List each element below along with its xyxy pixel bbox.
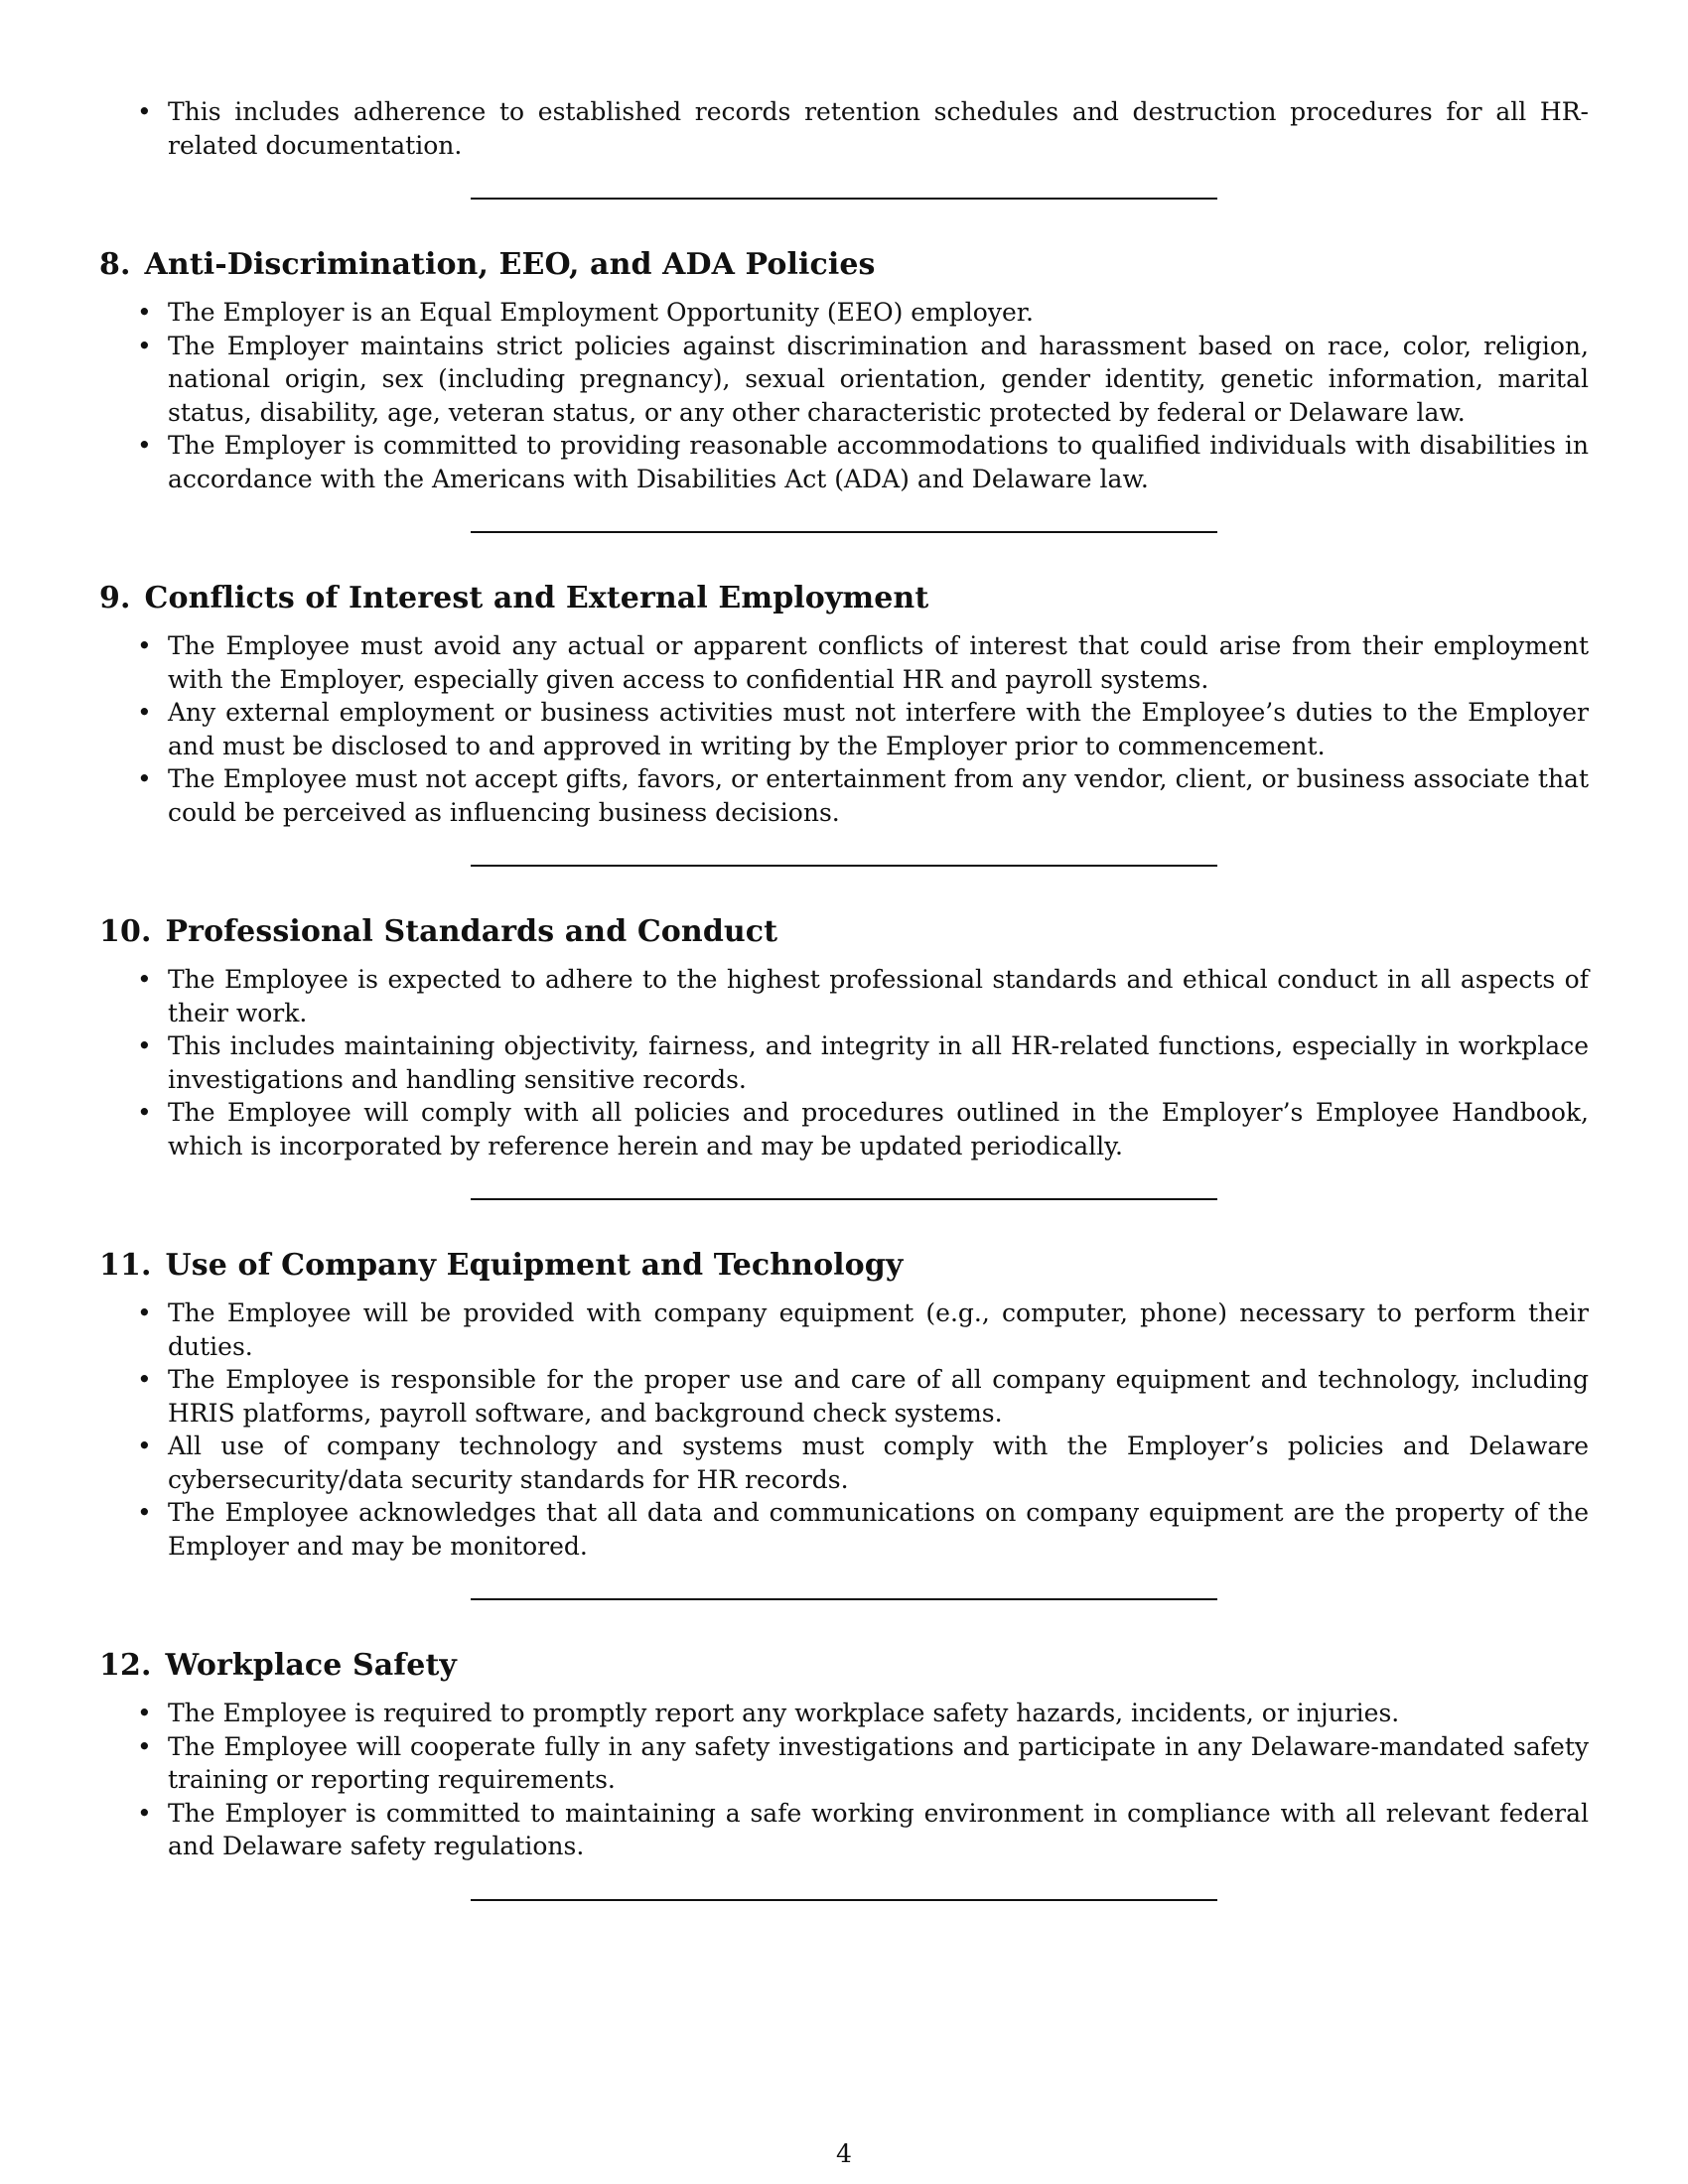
bullet-text: The Employee will be provided with company equipment (e.g., computer, phone) necessary to perform their duties. <box>168 1298 1589 1361</box>
bullet-text: The Employee acknowledges that all data and communications on company equipment are the property of the Employer and may be monitored. <box>168 1498 1589 1561</box>
section-divider <box>471 1899 1217 1901</box>
list-item <box>99 1797 1589 1863</box>
bullet-text: The Employee must not accept gifts, favors, or entertainment from any vendor, client, or business associate that could be perceived as influencing business decisions. <box>168 764 1589 827</box>
list-item <box>99 330 1589 430</box>
bullet-text: The Employee is required to promptly report any workplace safety hazards, incidents, or injuries. <box>168 1699 1400 1727</box>
section-bullet-list <box>99 1697 1589 1863</box>
section-bullet-list <box>99 963 1589 1162</box>
list-item <box>99 1297 1589 1363</box>
list-item <box>99 1496 1589 1563</box>
bullet-text: This includes maintaining objectivity, fairness, and integrity in all HR-related functions, especially in workplace investigations and handling sensitive records. <box>168 1031 1589 1094</box>
bullet-icon: • <box>137 1699 152 1727</box>
list-item <box>99 696 1589 762</box>
list-item <box>99 1363 1589 1430</box>
section-divider <box>471 1198 1217 1200</box>
list-item <box>99 1730 1589 1797</box>
list-item <box>99 963 1589 1029</box>
bullet-text: This includes adherence to established records retention schedules and destruction procedures for all HR-related documentation. <box>168 97 1589 160</box>
bullet-icon: • <box>137 631 152 660</box>
section-heading <box>99 579 1589 618</box>
bullet-icon: • <box>137 1031 152 1060</box>
bullet-text: The Employee will comply with all policies and procedures outlined in the Employer’s Employee Handbook, which is incorporated by reference herein and may be updated periodically. <box>168 1098 1589 1160</box>
section-number: 9. <box>99 581 131 615</box>
bullet-text: The Employer is committed to providing reasonable accommodations to qualified individuals with disabilities in accordance with the Americans with Disabilities Act (ADA) and Delaware law. <box>168 431 1589 493</box>
section-number: 12. <box>99 1648 152 1683</box>
section-bullet-list <box>99 296 1589 495</box>
intro-bullet-list <box>99 95 1589 162</box>
section-number: 8. <box>99 247 131 282</box>
section-divider <box>471 1598 1217 1600</box>
list-item <box>99 1697 1589 1730</box>
section-bullet-list <box>99 1297 1589 1563</box>
section-bullet-list <box>99 629 1589 829</box>
section-heading <box>99 912 1589 952</box>
section-11 <box>99 1246 1589 1600</box>
bullet-icon: • <box>137 764 152 793</box>
page-number: 4 <box>836 2139 852 2168</box>
bullet-icon: • <box>137 1798 152 1828</box>
bullet-icon: • <box>137 331 152 360</box>
list-item <box>99 762 1589 829</box>
bullet-icon: • <box>137 965 152 994</box>
list-item <box>99 629 1589 696</box>
section-title: Workplace Safety <box>165 1648 457 1683</box>
bullet-text: Any external employment or business activities must not interfere with the Employee’s duties to the Employer and must be disclosed to and approved in writing by the Employer prior to commencement. <box>168 698 1589 760</box>
bullet-text: The Employer maintains strict policies against discrimination and harassment based on race, color, religion, national origin, sex (including pregnancy), sexual orientation, gender identity, genetic information, marital status, disability, age, veteran status, or any other characteristic protected by federal or Delaware law. <box>168 331 1589 427</box>
bullet-text: The Employer is an Equal Employment Opportunity (EEO) employer. <box>168 298 1034 327</box>
document-page <box>99 95 1589 1901</box>
section-heading <box>99 1246 1589 1286</box>
section-9 <box>99 579 1589 867</box>
bullet-icon: • <box>137 1432 152 1460</box>
bullet-text: The Employee is responsible for the proper use and care of all company equipment and technology, including HRIS platforms, payroll software, and background check systems. <box>168 1365 1589 1428</box>
bullet-icon: • <box>137 1365 152 1394</box>
bullet-text: The Employee must avoid any actual or apparent conflicts of interest that could arise from their employment with the Employer, especially given access to confidential HR and payroll systems. <box>168 631 1589 694</box>
list-item <box>99 296 1589 330</box>
bullet-text: The Employee will cooperate fully in any safety investigations and participate in any Delaware-mandated safety training or reporting requirements. <box>168 1731 1589 1794</box>
bullet-icon: • <box>137 1098 152 1127</box>
section-title: Professional Standards and Conduct <box>165 914 778 949</box>
bullet-icon: • <box>137 298 152 327</box>
section-divider <box>471 865 1217 867</box>
bullet-icon: • <box>137 698 152 727</box>
list-item <box>99 429 1589 495</box>
section-title: Use of Company Equipment and Technology <box>165 1248 904 1283</box>
section-title: Conflicts of Interest and External Employment <box>144 581 929 615</box>
bullet-icon: • <box>137 1731 152 1761</box>
list-item <box>99 1029 1589 1096</box>
section-heading <box>99 245 1589 285</box>
bullet-text: The Employee is expected to adhere to the highest professional standards and ethical conduct in all aspects of their work. <box>168 965 1589 1027</box>
section-title: Anti-Discrimination, EEO, and ADA Policies <box>144 247 876 282</box>
section-divider <box>471 531 1217 533</box>
list-item <box>99 1430 1589 1496</box>
section-number: 10. <box>99 914 152 949</box>
bullet-text: All use of company technology and systems must comply with the Employer’s policies and Delaware cybersecurity/data security standards for HR records. <box>168 1432 1589 1494</box>
bullet-text: The Employer is committed to maintaining a safe working environment in compliance with all relevant federal and Delaware safety regulations. <box>168 1798 1589 1860</box>
section-12 <box>99 1646 1589 1901</box>
section-number: 11. <box>99 1248 152 1283</box>
section-8 <box>99 245 1589 533</box>
bullet-icon: • <box>137 1298 152 1327</box>
bullet-icon: • <box>137 1498 152 1527</box>
section-divider <box>471 198 1217 200</box>
list-item <box>99 95 1589 162</box>
bullet-icon: • <box>137 97 152 126</box>
bullet-icon: • <box>137 431 152 460</box>
section-10 <box>99 912 1589 1200</box>
list-item <box>99 1096 1589 1162</box>
section-heading <box>99 1646 1589 1686</box>
